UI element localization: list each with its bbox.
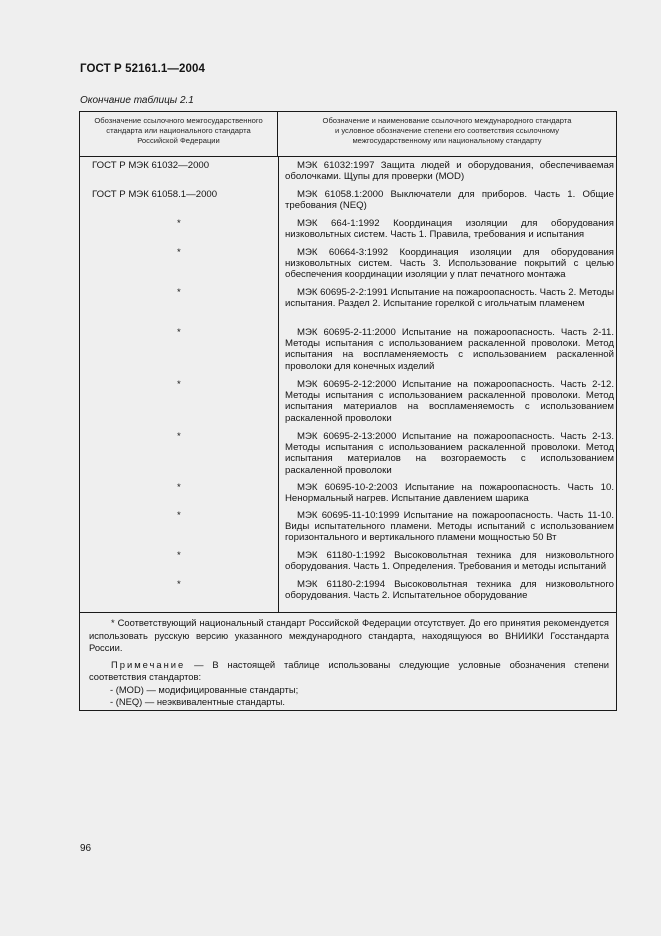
international-standard-cell: МЭК 60695-2-12:2000 Испытание на пожароопасность. Часть 2-12. Методы испытания с использованием раскаленной проволоки. Метод испытания материалов на воспламеняемость с использованием раскаленной проволоки <box>285 379 614 424</box>
national-standard-cell: * <box>177 550 181 561</box>
table-header-row <box>80 112 616 157</box>
international-standard-cell: МЭК 61032:1997 Защита людей и оборудования, обеспечиваемая оболочками. Щупы для проверки (MOD) <box>285 160 614 183</box>
international-standard-cell: МЭК 61058.1:2000 Выключатели для приборов. Часть 1. Общие требования (NEQ) <box>285 189 614 212</box>
national-standard-cell: * <box>177 379 181 390</box>
national-standard-cell: * <box>177 218 181 229</box>
international-standard-cell: МЭК 60695-10-2:2003 Испытание на пожароопасность. Часть 10. Ненормальный нагрев. Испытание давлением шарика <box>285 482 614 505</box>
international-standard-cell: МЭК 60695-11-10:1999 Испытание на пожароопасность. Часть 11-10. Виды испытательного пламени. Методы испытаний с использованием горизонтального и вертикального пламени мощностью 50 Вт <box>285 510 614 544</box>
note-item-neq: - (NEQ) — неэквивалентные стандарты. <box>110 696 285 707</box>
international-standard-cell: МЭК 61180-2:1994 Высоковольтная техника для низковольтного оборудования. Часть 2. Испытательное оборудование <box>285 579 614 602</box>
international-standard-cell: МЭК 60695-2-2:1991 Испытание на пожароопасность. Часть 2. Методы испытания. Раздел 2. Испытание горелкой с игольчатым пламенем <box>285 287 614 310</box>
page-number: 96 <box>80 843 92 854</box>
international-standard-cell: МЭК 664-1:1992 Координация изоляции для оборудования низковольтных систем. Часть 1. Правила, требования и испытания <box>285 218 614 241</box>
note-label: Примечание <box>111 659 186 670</box>
column-header-international-standard: Обозначение и наименование ссылочного международного стандарта и условное обозначение степени его соответствия ссылочному межгосударственному или национальному стандарту <box>322 116 572 145</box>
national-standard-cell: * <box>177 482 181 493</box>
notes-separator <box>80 612 616 613</box>
national-standard-cell: * <box>177 510 181 521</box>
reference-table <box>79 111 617 711</box>
international-standard-cell: МЭК 60664-3:1992 Координация изоляции для оборудования низковольтных систем. Часть 3. Использование покрытий с целью обеспечения координации изоляции у плат печатного монтажа <box>285 247 614 281</box>
international-standard-cell: МЭК 60695-2-11:2000 Испытание на пожароопасность. Часть 2-11. Методы испытания с использованием раскаленной проволоки. Метод испытания на воспламеняемость с использованием раскаленной проволоки для конечных изделий <box>285 327 614 372</box>
national-standard-cell: * <box>177 287 181 298</box>
note-item-mod: - (MOD) — модифицированные стандарты; <box>110 684 299 695</box>
national-standard-cell: ГОСТ Р МЭК 61058.1—2000 <box>92 189 218 200</box>
table-note <box>89 659 609 683</box>
international-standard-cell: МЭК 61180-1:1992 Высоковольтная техника для низковольтного оборудования. Часть 1. Определения. Требования и методы испытаний <box>285 550 614 573</box>
national-standard-cell: * <box>177 327 181 338</box>
national-standard-cell: * <box>177 247 181 258</box>
national-standard-cell: ГОСТ Р МЭК 61032—2000 <box>92 160 210 171</box>
table-footnote: * Соответствующий национальный стандарт Российской Федерации отсутствует. До его принятия рекомендуется использовать русскую версию указанного международного стандарта, находящуюся во ВНИИКИ Госстандарта России. <box>89 617 609 653</box>
note-text: — В настоящей таблице использованы следующие условные обозначения степени соответствия стандартов: <box>89 659 610 682</box>
national-standard-cell: * <box>177 431 181 442</box>
national-standard-cell: * <box>177 579 181 590</box>
table-caption: Окончание таблицы 2.1 <box>80 95 194 106</box>
column-divider <box>278 156 279 612</box>
document-code: ГОСТ Р 52161.1—2004 <box>80 63 205 75</box>
column-header-national-standard: Обозначение ссылочного межгосударственного стандарта или национального стандарта Российской Федерации <box>80 112 278 156</box>
international-standard-cell: МЭК 60695-2-13:2000 Испытание на пожароопасность. Часть 2-13. Методы испытания с использованием раскаленной проволоки. Метод испытания материалов на возгораемость с использованием раскаленной проволоки <box>285 431 614 476</box>
